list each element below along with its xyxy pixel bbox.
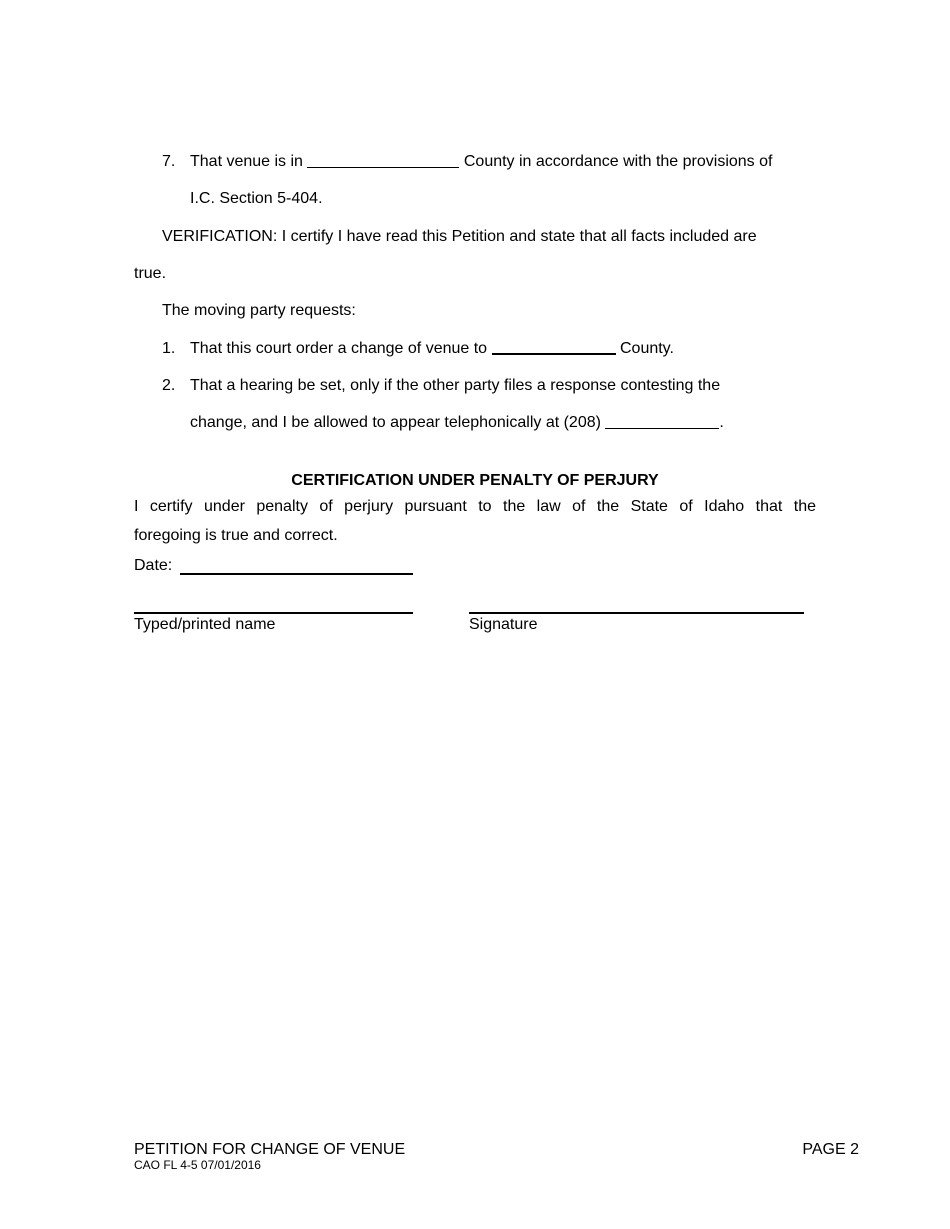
verification-line-1: VERIFICATION: I certify I have read this Petition and state that all facts included are xyxy=(162,228,757,245)
request-1-line xyxy=(190,339,674,359)
request-2-text-before: change, and I be allowed to appear telephonically at (208) xyxy=(190,414,601,431)
certification-line-1: I certify under penalty of perjury pursuant to the law of the State of Idaho that the xyxy=(134,498,816,515)
footer-page-number: PAGE 2 xyxy=(802,1141,859,1158)
request-1-text-after: County. xyxy=(619,340,674,357)
request-1-number: 1. xyxy=(162,340,176,357)
item-7-text-before: That venue is in xyxy=(190,153,303,170)
signature-label: Signature xyxy=(469,616,538,633)
footer-title: PETITION FOR CHANGE OF VENUE xyxy=(134,1141,406,1158)
signature-line[interactable] xyxy=(469,612,804,614)
new-county-blank[interactable] xyxy=(492,352,616,355)
footer-form-id: CAO FL 4-5 07/01/2016 xyxy=(134,1158,261,1172)
request-2-line-2 xyxy=(190,413,724,433)
item-7-line-1 xyxy=(190,152,772,172)
item-7-number: 7. xyxy=(162,153,176,170)
printed-name-label: Typed/printed name xyxy=(134,616,276,633)
request-2-number: 2. xyxy=(162,377,176,394)
request-2-line-1: That a hearing be set, only if the other party files a response contesting the xyxy=(190,377,721,394)
item-7-line-2: I.C. Section 5-404. xyxy=(190,190,323,207)
printed-name-line[interactable] xyxy=(134,612,413,614)
request-1-text-before: That this court order a change of venue to xyxy=(190,340,488,357)
item-7-text-after: County in accordance with the provisions of xyxy=(463,153,773,170)
certification-line-2: foregoing is true and correct. xyxy=(134,527,338,544)
county-blank[interactable] xyxy=(307,166,459,168)
date-label: Date: xyxy=(134,557,173,574)
phone-blank[interactable] xyxy=(605,427,719,429)
date-line[interactable] xyxy=(180,573,413,575)
requests-intro: The moving party requests: xyxy=(162,302,356,319)
verification-line-2: true. xyxy=(134,265,167,282)
request-2-text-after: . xyxy=(719,414,724,431)
certification-title: CERTIFICATION UNDER PENALTY OF PERJURY xyxy=(291,472,659,489)
